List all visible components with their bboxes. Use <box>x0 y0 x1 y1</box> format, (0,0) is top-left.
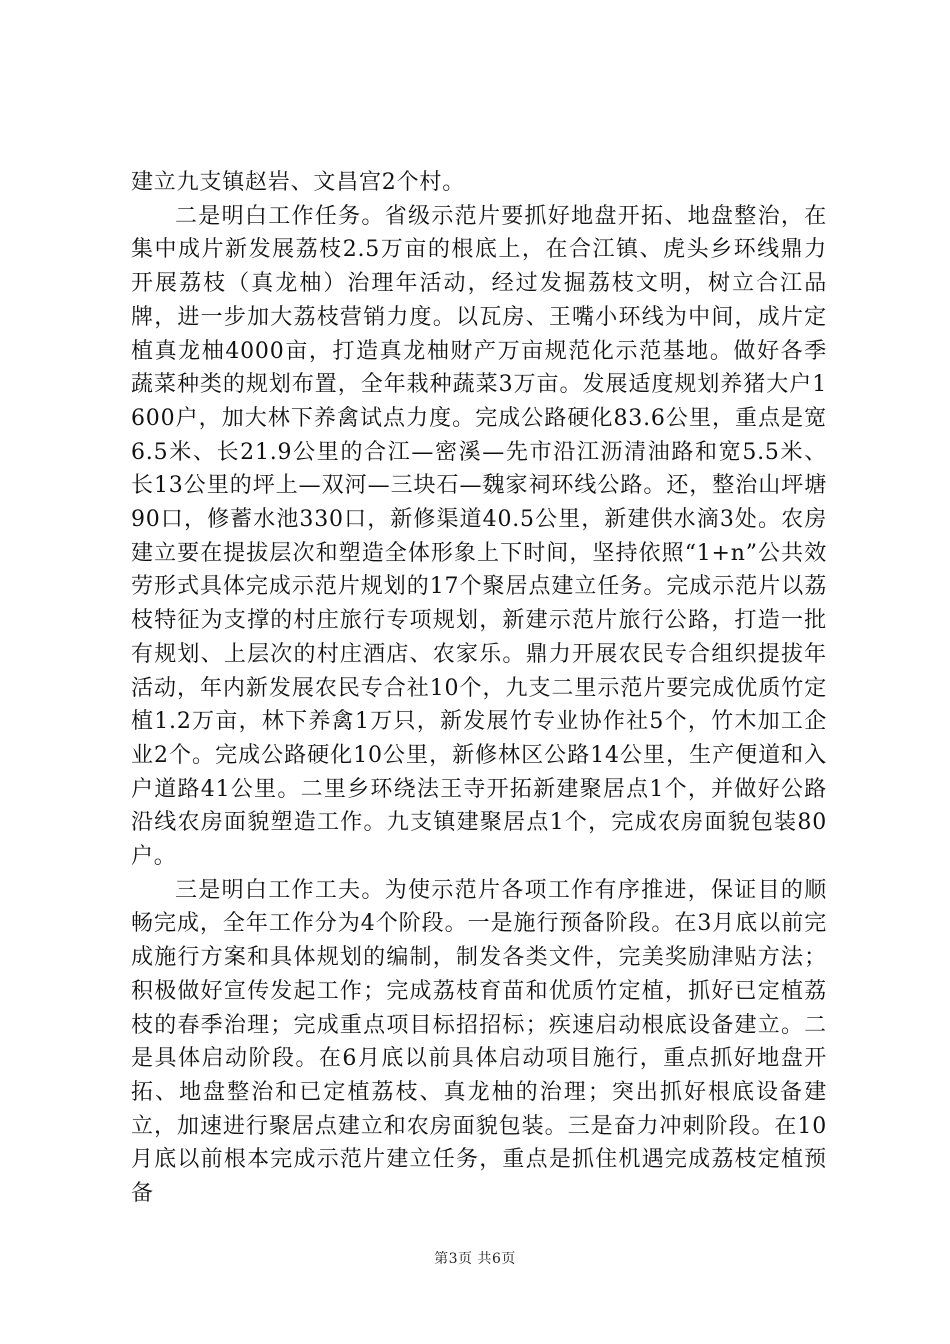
document-body <box>131 166 827 1211</box>
page-footer <box>0 1248 950 1268</box>
page-number-label: 第3页 共6页 <box>434 1251 516 1267</box>
paragraph-3: 三是明白工作工夫。为使示范片各项工作有序推进，保证目的顺畅完成，全年工作分为4个阶段。一是施行预备阶段。在3月底以前完成施行方案和具体规划的编制，制发各类文件，完美奖励津贴方法；积极做好宣传发起工作；完成荔枝育苗和优质竹定植，抓好已定植荔枝的春季治理；完成重点项目标招招标；疾速启动根底设备建立。二是具体启动阶段。在6月底以前具体启动项目施行，重点抓好地盘开拓、地盘整治和已定植荔枝、真龙柚的治理；突出抓好根底设备建立，加速进行聚居点建立和农房面貌包装。三是奋力冲刺阶段。在10月底以前根本完成示范片建立任务，重点是抓住机遇完成荔枝定植预备 <box>131 877 827 1207</box>
paragraph-1: 建立九支镇赵岩、文昌宫2个村。 <box>131 170 465 195</box>
paragraph-2: 二是明白工作任务。省级示范片要抓好地盘开拓、地盘整治，在集中成片新发展荔枝2.5万亩的根底上，在合江镇、虎头乡环线鼎力开展荔枝（真龙柚）治理年活动，经过发掘荔枝文明，树立合江品牌，进一步加大荔枝营销力度。以瓦房、王嘴小环线为中间，成片定植真龙柚4000亩，打造真龙柚财产万亩规范化示范基地。做好各季蔬菜种类的规划布置，全年栽种蔬菜3万亩。发展适度规划养猪大户1600户，加大林下养禽试点力度。完成公路硬化83.6公里，重点是宽6.5米、长21.9公里的合江—密溪—先市沿江沥清油路和宽5.5米、长13公里的坪上—双河—三块石—魏家祠环线公路。还，整治山坪塘90口，修蓄水池330口，新修渠道40.5公里，新建供水滴3处。农房建立要在提拔层次和塑造全体形象上下时间，坚持依照“1+n”公共效劳形式具体完成示范片规划的17个聚居点建立任务。完成示范片以荔枝特征为支撑的村庄旅行专项规划，新建示范片旅行公路，打造一批有规划、上层次的村庄酒店、农家乐。鼎力开展农民专合组织提拔年活动，年内新发展农民专合社10个，九支二里示范片要完成优质竹定植1.2万亩，林下养禽1万只，新发展竹专业协作社5个，竹木加工企业2个。完成公路硬化10公里，新修林区公路14公里，生产便道和入户道路41公里。二里乡环绕法王寺开拓新建聚居点1个，并做好公路沿线农房面貌塑造工作。九支镇建聚居点1个，完成农房面貌包装80户。 <box>131 203 827 870</box>
